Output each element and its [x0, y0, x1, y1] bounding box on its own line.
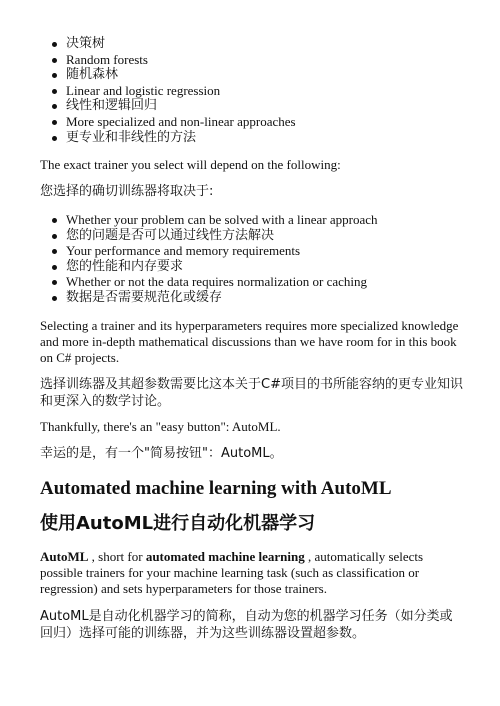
bullet-icon [52, 249, 57, 254]
selecting-paragraph-en: Selecting a trainer and its hyperparameters requires more specialized knowledge and more in-depth mathematical discussions than we have room for in this book on C# projects. [40, 318, 459, 365]
bullet-icon [52, 218, 57, 223]
list-item [0, 274, 378, 290]
trainer-criteria-list [0, 212, 378, 306]
selecting-paragraph-zh: 选择训练器及其超参数需要比这本关于C#项目的书所能容纳的更专业知识和更深入的数学讨论。 [40, 377, 463, 409]
automl-text-short-for: , short for [88, 549, 146, 564]
list-item [0, 52, 296, 68]
list-item-text: 您的问题是否可以通过线性方法解决 [66, 227, 275, 243]
section-heading-en: Automated machine learning with AutoML [40, 478, 392, 499]
bullet-icon [52, 136, 57, 141]
list-item [0, 83, 296, 99]
thankfully-paragraph-zh: 幸运的是，有一个"简易按钮"：AutoML。 [40, 446, 283, 461]
trainer-types-list [0, 36, 296, 145]
automl-paragraph-zh: AutoML是自动化机器学习的简称，自动为您的机器学习任务（如分类或回归）选择可能的训练器，并为这些训练器设置超参数。 [40, 609, 453, 641]
list-item [0, 290, 378, 306]
bullet-icon [52, 89, 57, 94]
list-item-text: Whether or not the data requires normalization or caching [66, 274, 368, 290]
bullet-icon [52, 234, 57, 239]
thankfully-paragraph-en: Thankfully, there's an "easy button": AutoML. [40, 419, 281, 434]
list-item-text: 随机森林 [66, 67, 119, 83]
bullet-icon [52, 73, 57, 78]
bullet-icon [52, 296, 57, 301]
list-item [0, 259, 378, 275]
list-item-text: Linear and logistic regression [66, 82, 221, 98]
list-item [0, 243, 378, 259]
bullet-icon [52, 104, 57, 109]
list-item [0, 98, 296, 114]
list-item-text: Whether your problem can be solved with a linear approach [66, 212, 378, 227]
list-item-text: 您的性能和内存要求 [66, 258, 184, 274]
list-item-text: 更专业和非线性的方法 [66, 129, 197, 145]
bullet-icon [52, 42, 57, 47]
list-item-text: More specialized and non-linear approaches [66, 113, 296, 129]
list-item-text: Your performance and memory requirements [66, 243, 301, 259]
list-item [0, 212, 378, 228]
automl-paragraph-en [40, 549, 465, 597]
list-item [0, 130, 296, 146]
bullet-icon [52, 58, 57, 63]
depend-paragraph-en: The exact trainer you select will depend on the following: [40, 157, 341, 172]
list-item-text: 线性和逻辑回归 [66, 98, 158, 114]
list-item-text: 决策树 [66, 36, 106, 51]
automl-text-rest: , automatically selects possible trainers for your machine learning task (such as classification or regression) and sets hyperparameters for those trainers. [40, 549, 424, 596]
automated-ml-term: automated machine learning [145, 549, 305, 564]
list-item [0, 114, 296, 130]
list-item-text: 数据是否需要规范化或缓存 [66, 289, 223, 305]
bullet-icon [52, 120, 57, 125]
section-heading-zh: 使用AutoML进行自动化机器学习 [40, 513, 316, 534]
list-item [0, 67, 296, 83]
list-item [0, 36, 296, 52]
automl-term: AutoML [40, 549, 89, 564]
bullet-icon [52, 280, 57, 285]
list-item-text: Random forests [66, 51, 148, 67]
bullet-icon [52, 265, 57, 270]
depend-paragraph-zh: 您选择的确切训练器将取决于: [40, 184, 214, 199]
list-item [0, 228, 378, 244]
